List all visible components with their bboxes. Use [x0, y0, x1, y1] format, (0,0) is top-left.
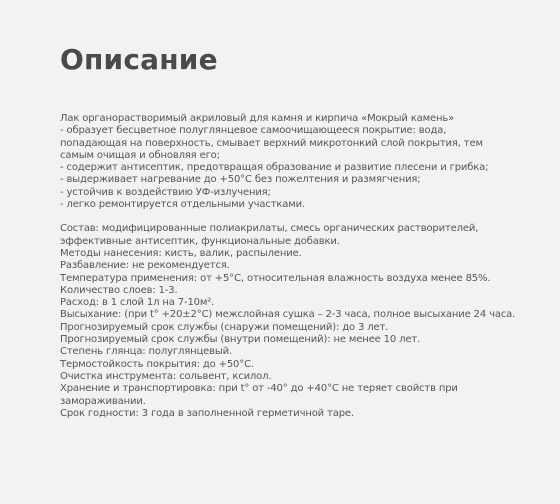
text-line: попадающая на поверхность, смывает верхний микротонкий слой покрытия, тем	[60, 137, 483, 149]
text-line: Хранение и транспортировка: при t° от -40° до +40°С не теряет свойств при	[60, 383, 458, 395]
text-line: Расход: в 1 слой 1л на 7-10м².	[60, 297, 215, 309]
text-line: Состав: модифицированные полиакрилаты, смесь органических растворителей,	[60, 223, 479, 235]
text-line: Лак органорастворимый акриловый для камня и кирпича «Мокрый камень»	[60, 113, 455, 124]
text-line: - выдерживает нагревание до +50°С без пожелтения и размягчения;	[60, 174, 421, 186]
text-line: - образует бесцветное полуглянцевое самоочищающееся покрытие: вода,	[60, 125, 447, 137]
text-line: Термостойкость покрытия: до +50°С.	[60, 358, 254, 370]
text-line: - содержит антисептик, предотвращая образование и развитие плесени и грибка;	[60, 162, 489, 174]
text-line: Высыхание: (при t° +20±2°С) межслойная сушка – 2-3 часа, полное высыхание 24 часа.	[60, 309, 516, 321]
text-line: эффективные антисептик, функциональные добавки.	[60, 235, 340, 247]
text-line: Разбавление: не рекомендуется.	[60, 260, 230, 272]
product-intro-paragraph	[60, 113, 540, 211]
text-line: Методы нанесения: кисть, валик, распыление.	[60, 247, 302, 259]
text-line: замораживании.	[60, 395, 146, 407]
description-body	[60, 113, 540, 420]
text-line: - устойчив к воздействию УФ-излучения;	[60, 186, 271, 198]
text-line: Очистка инструмента: сольвент, ксилол.	[60, 370, 272, 382]
text-line: Степень глянца: полуглянцевый.	[60, 346, 233, 358]
text-line: Прогнозируемый срок службы (внутри помещений): не менее 10 лет.	[60, 334, 421, 346]
text-line: Количество слоев: 1-3.	[60, 284, 178, 296]
text-line: самым очищая и обновляя его;	[60, 149, 220, 161]
text-line: Температура применения: от +5°С, относительная влажность воздуха менее 85%.	[60, 272, 491, 284]
page-title: Описание	[60, 43, 218, 76]
text-line: - легко ремонтируется отдельными участками.	[60, 199, 306, 211]
text-line: Срок годности: 3 года в заполненной герметичной таре.	[60, 407, 354, 419]
text-line: Прогнозируемый срок службы (снаружи помещений): до 3 лет.	[60, 321, 389, 333]
specifications-paragraph	[60, 223, 540, 420]
